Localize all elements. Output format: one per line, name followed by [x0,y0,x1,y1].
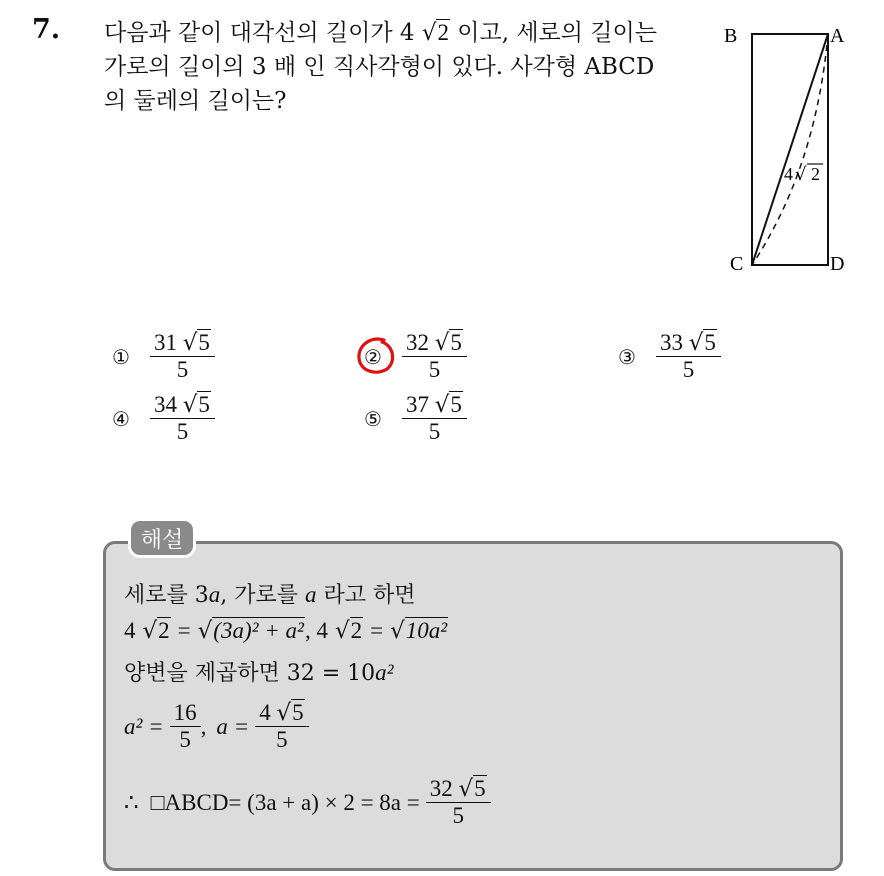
diagonal-line [752,34,828,265]
solution-line-5 [124,776,491,829]
solution-text: 양변을 제곱하면 32 = 10 [124,661,376,686]
question-text-part: 이고, 세로의 길이는 [457,20,657,46]
frac-denominator: 5 [452,803,464,828]
question-text-part: 다음과 같이 대각선의 길이가 4 [104,20,415,46]
frac-denominator: 5 [428,419,441,444]
frac-numerator: 31 [154,330,177,355]
choice-5[interactable] [364,392,467,445]
answer-circle-mark [354,334,398,378]
frac-numerator: 32 [406,330,429,355]
solution-math: □ABCD= (3a + a) × 2 = 8a = [150,789,420,815]
solution-line-2: 4 √2 = √(3a)² + a², 4 √2 = √10a² [124,618,448,644]
frac-radicand: 5 [450,392,462,417]
choice-4-fraction: $\frac{34 √5}{5}$ [150,392,215,445]
solution-tab: 해설 [128,518,196,558]
question-number: 7. [32,14,61,45]
choice-4-marker: ④ [112,406,130,431]
solution-math: a² = [124,713,164,739]
solution-line-4 [124,700,309,753]
solution-variable: a [305,582,317,607]
label-d: D [830,253,845,275]
solution-line-1 [124,578,416,609]
solution-text: 세로를 3 [124,583,209,608]
frac-radicand: 5 [474,776,486,801]
choice-3-fraction: $\frac{33 √5}{5}$ [656,330,721,383]
question-line-1 [104,16,704,50]
solution-radicand: 10a² [405,618,448,643]
label-c: C [730,253,744,275]
question-line-3: 의 둘레의 길이는? [104,88,287,114]
solution-math: = [370,618,384,643]
frac-numerator: 37 [406,392,429,417]
solution-fraction-4root5-5: $\frac{4 √5}{5}$ [255,700,308,753]
diagonal-radicand: 2 [811,164,820,184]
frac-numerator: 32 [429,776,453,801]
frac-denominator: 5 [179,727,191,752]
rectangle-figure [720,18,860,280]
choice-2-marker: ② [364,344,382,369]
sqrt-expression: √2 [421,20,449,46]
solution-math: , 4 [304,618,328,643]
question-line-2: 가로의 길이의 3 배 인 직사각형이 있다. 사각형 ABCD [104,54,655,80]
frac-radicand: 5 [292,700,304,725]
frac-numerator: 34 [154,392,177,417]
solution-math: = [177,618,191,643]
solution-math: , [200,713,207,739]
solution-math: a = [216,713,250,739]
solution-text: 라고 하면 [323,583,416,608]
frac-denominator: 5 [428,357,441,382]
therefore-symbol: ∴ [124,789,139,815]
choice-2-fraction: $\frac{32 √5}{5}$ [402,330,467,383]
diagonal-sqrt-sign: √ [795,164,807,185]
solution-text: , 가로를 [220,583,298,608]
diagonal-coefficient: 4 [784,164,793,184]
question-text [104,16,704,118]
solution-line-3 [124,656,394,687]
label-b: B [724,25,738,47]
solution-radicand: (3a)² + a² [213,618,304,643]
frac-radicand: 5 [198,392,210,417]
solution-radicand: 2 [158,618,170,643]
frac-radicand: 5 [704,330,716,355]
frac-numerator: 16 [170,700,201,727]
solution-variable: a² [375,660,394,685]
choice-1-marker: ① [112,344,130,369]
frac-numerator: 33 [660,330,683,355]
choice-5-fraction: $\frac{37 √5}{5}$ [402,392,467,445]
choice-3[interactable] [618,330,721,383]
frac-radicand: 5 [450,330,462,355]
solution-final-fraction: $\frac{32 √5}{5}$ [426,776,491,829]
choice-1-fraction: $\frac{31 √5}{5}$ [150,330,215,383]
choice-3-marker: ③ [618,344,636,369]
frac-denominator: 5 [176,419,189,444]
solution-variable: a [208,582,221,607]
solution-radicand: 2 [350,618,363,643]
frac-radicand: 5 [198,330,210,355]
frac-numerator: 4 [259,700,271,725]
frac-denominator: 5 [176,357,189,382]
choice-4[interactable] [112,392,215,445]
solution-fraction-16-5 [170,700,201,753]
choice-1[interactable] [112,330,215,383]
sqrt-radicand: 2 [437,20,449,45]
frac-denominator: 5 [682,357,695,382]
solution-math: 4 [124,618,136,643]
choice-5-marker: ⑤ [364,406,382,431]
label-a: A [830,25,845,47]
frac-denominator: 5 [276,727,288,752]
